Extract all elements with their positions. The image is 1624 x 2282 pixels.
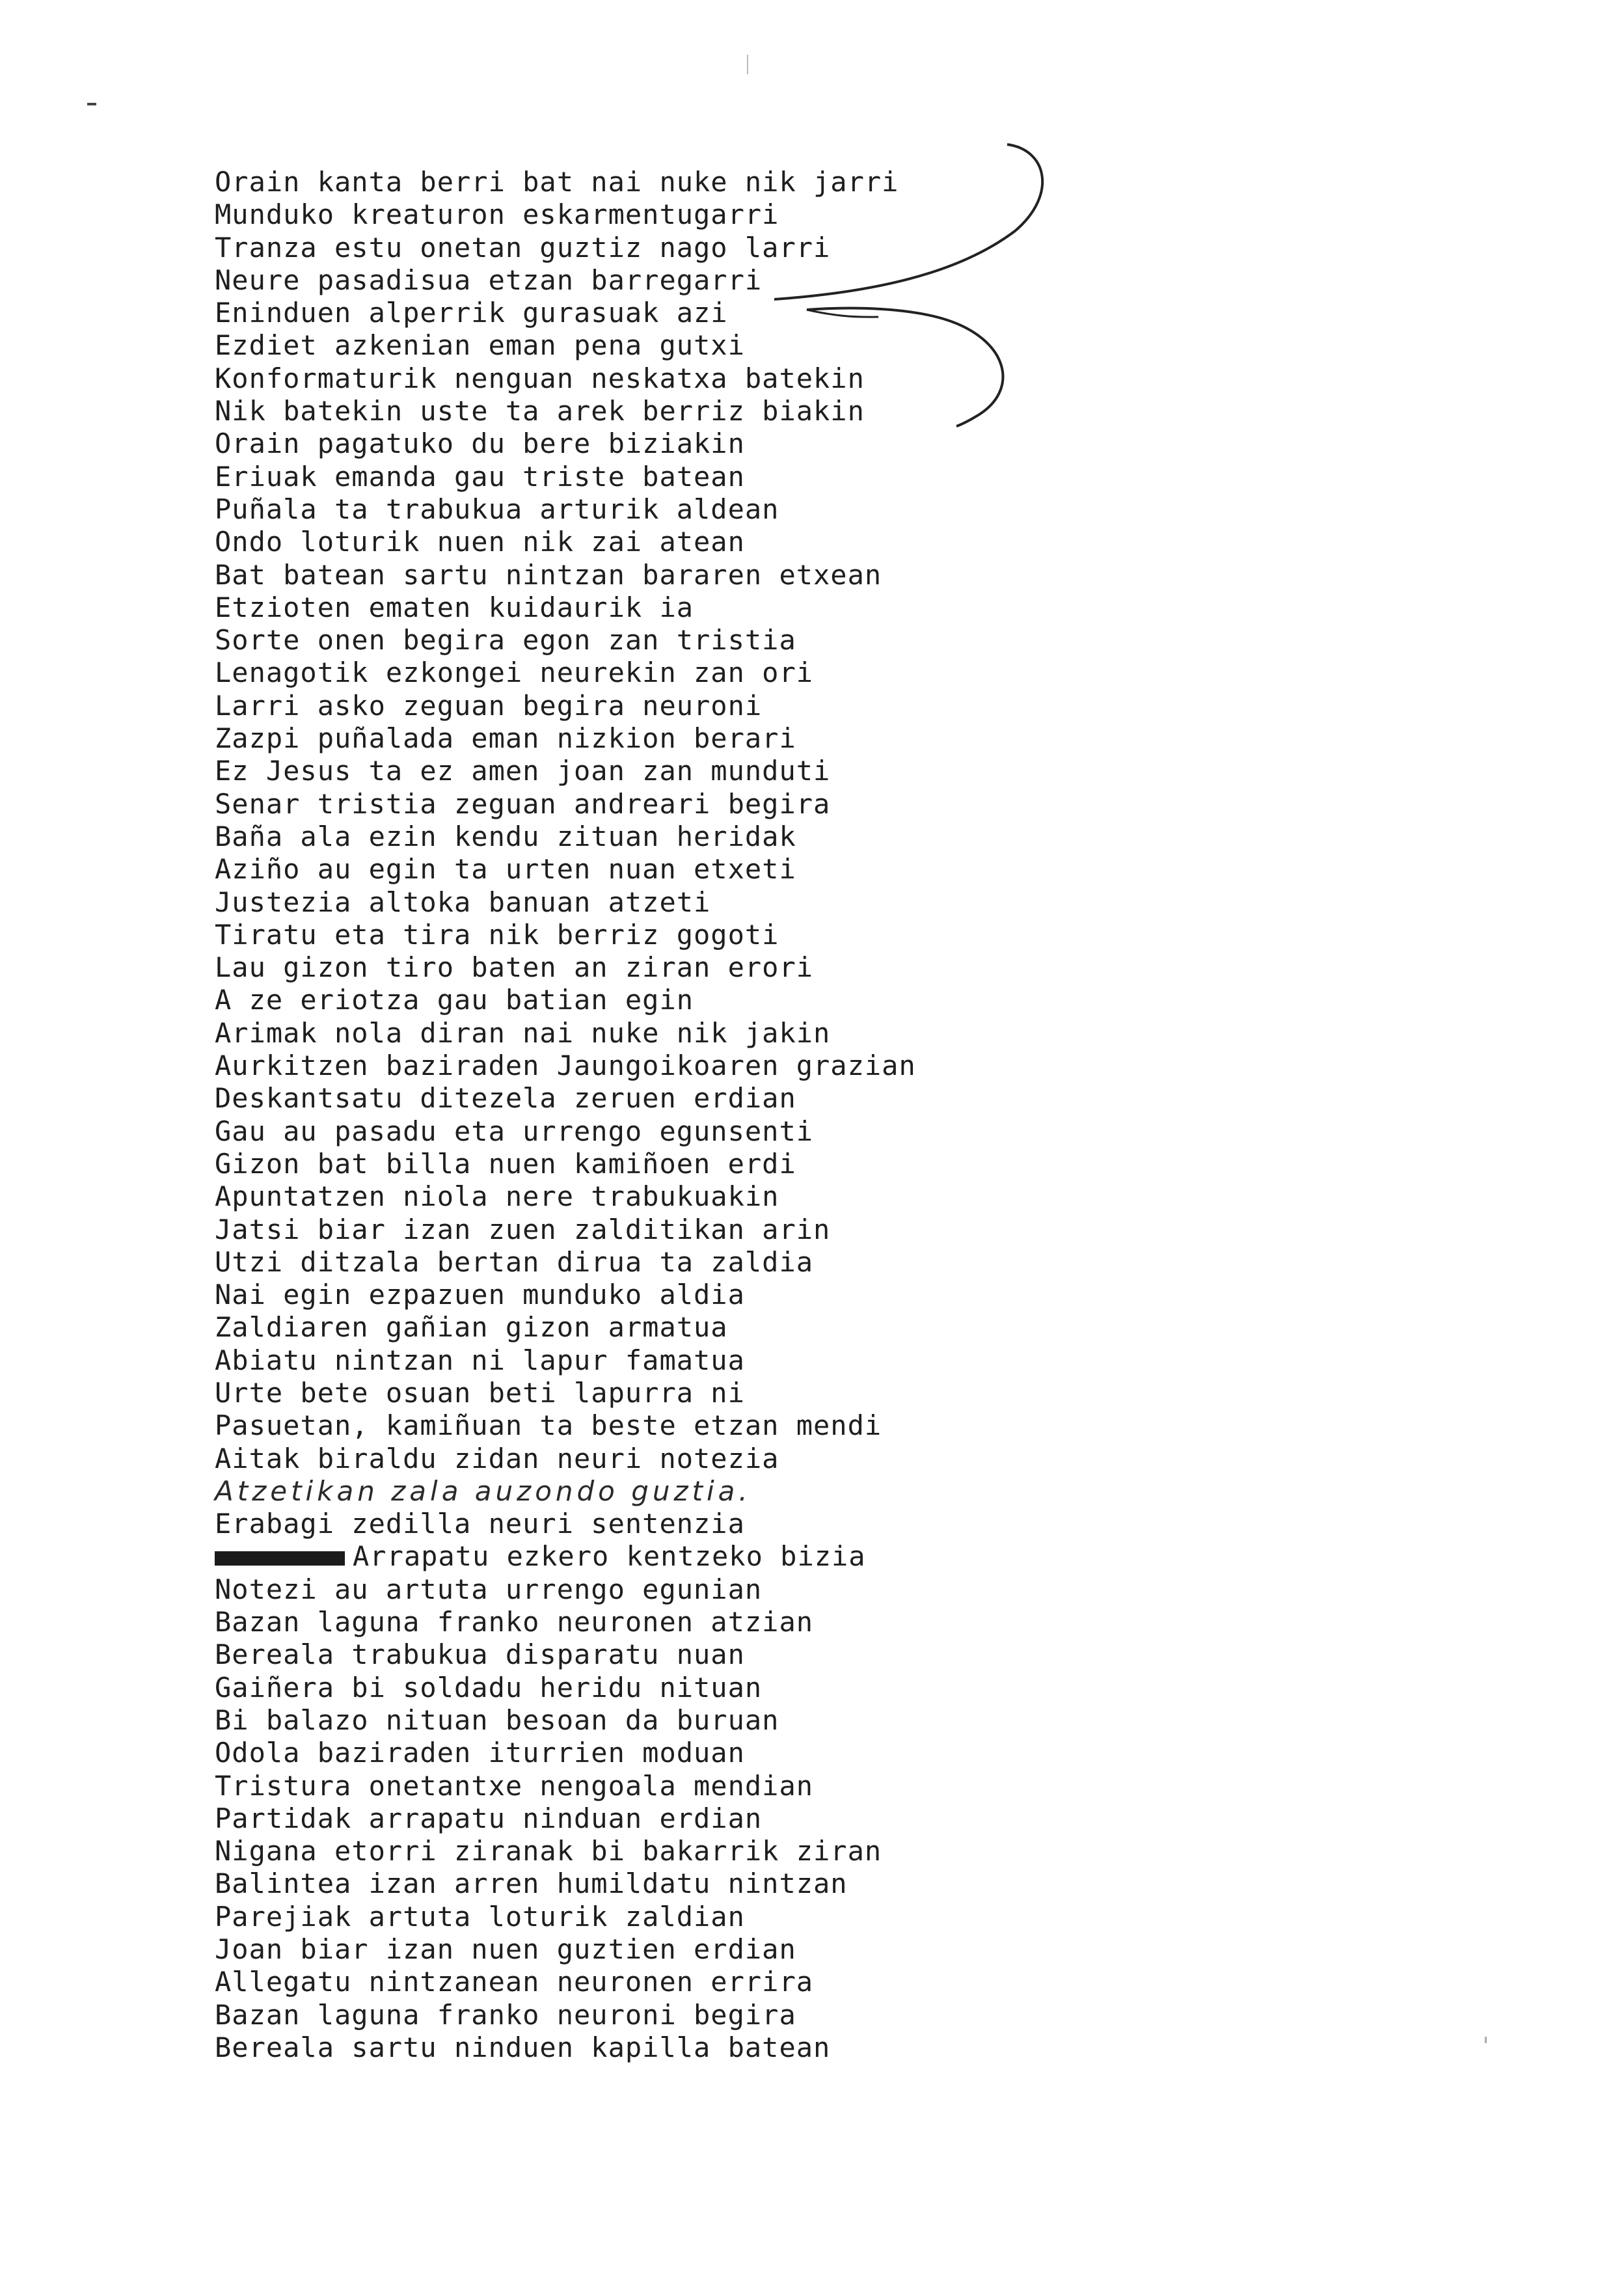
verse-line: Aitak biraldu zidan neuri notezia (215, 1442, 779, 1474)
verse-line: Gaiñera bi soldadu heridu nituan (215, 1671, 763, 1704)
stray-dot-mark (1485, 2037, 1487, 2043)
verse-line: Nik batekin uste ta arek berriz biakin (215, 395, 865, 428)
verse-line: Bat batean sartu nintzan bararen etxean (215, 558, 882, 591)
verse-text-block (215, 166, 1256, 2064)
faint-mark (747, 55, 748, 74)
verse-line: Parejiak artuta loturik zaldian (215, 1900, 745, 1933)
verse-line: Bazan laguna franko neuroni begira (215, 1998, 796, 2031)
verse-line: Ezdiet azkenian eman pena gutxi (215, 329, 745, 362)
verse-line: Nigana etorri ziranak bi bakarrik ziran (215, 1835, 882, 1868)
verse-line: Jatsi biar izan zuen zalditikan arin (215, 1213, 831, 1245)
verse-line: Baña ala ezin kendu zituan heridak (215, 820, 796, 852)
verse-line: Joan biar izan nuen guztien erdian (215, 1933, 796, 1966)
verse-line: Zaldiaren gañian gizon armatua (215, 1311, 728, 1344)
verse-line: Pasuetan, kamiñuan ta beste etzan mendi (215, 1409, 882, 1442)
verse-line: Tiratu eta tira nik berriz gogoti (215, 918, 779, 951)
verse-line: Gizon bat billa nuen kamiñoen erdi (215, 1147, 796, 1180)
verse-line: Erabagi zedilla neuri sentenzia (215, 1508, 745, 1540)
verse-line: Urte bete osuan beti lapurra ni (215, 1376, 745, 1409)
stray-dash-mark (87, 103, 96, 105)
verse-line: Puñala ta trabukua arturik aldean (215, 493, 779, 525)
verse-line: Justezia altoka banuan atzeti (215, 886, 711, 918)
verse-line: A ze eriotza gau batian egin (215, 984, 694, 1016)
verse-line: Partidak arrapatu ninduan erdian (215, 1802, 763, 1834)
verse-line: Bi balazo nituan besoan da buruan (215, 1704, 779, 1736)
verse-line-with-strikeout (215, 1540, 1256, 1573)
verse-line: Bazan laguna franko neuronen atzian (215, 1606, 814, 1638)
verse-line: Lau gizon tiro baten an ziran erori (215, 951, 814, 984)
struck-out-word (215, 1551, 345, 1566)
verse-line: Abiatu nintzan ni lapur famatua (215, 1344, 745, 1376)
verse-line: Eninduen alperrik gurasuak azi (215, 297, 728, 329)
verse-line: Orain pagatuko du bere biziakin (215, 428, 745, 460)
verse-line: Deskantsatu ditezela zeruen erdian (215, 1082, 796, 1115)
verse-line: Gau au pasadu eta urrengo egunsenti (215, 1115, 814, 1147)
verse-line: Bereala sartu ninduen kapilla batean (215, 2031, 831, 2063)
verse-line: Aurkitzen baziraden Jaungoikoaren grazian (215, 1050, 916, 1082)
handwritten-line: Atzetikan zala auzondo guztia. (215, 1474, 751, 1507)
verse-line: Odola baziraden iturrien moduan (215, 1737, 745, 1769)
verse-line: Ez Jesus ta ez amen joan zan munduti (215, 755, 831, 787)
verse-line: Orain kanta berri bat nai nuke nik jarri (215, 166, 899, 198)
verse-line: Apuntatzen niola nere trabukuakin (215, 1180, 779, 1213)
verse-line: Notezi au artuta urrengo egunian (215, 1573, 763, 1605)
verse-line: Tristura onetantxe nengoala mendian (215, 1769, 814, 1802)
verse-line: Zazpi puñalada eman nizkion berari (215, 722, 796, 755)
verse-line: Ondo loturik nuen nik zai atean (215, 526, 745, 558)
verse-line: Lenagotik ezkongei neurekin zan ori (215, 657, 814, 689)
verse-line: Balintea izan arren humildatu nintzan (215, 1868, 848, 1900)
verse-line: Eriuak emanda gau triste batean (215, 460, 745, 493)
verse-line: Konformaturik nenguan neskatxa batekin (215, 362, 865, 394)
verse-line: Allegatu nintzanean neuronen errira (215, 1966, 814, 1998)
verse-line: Neure pasadisua etzan barregarri (215, 264, 763, 296)
verse-line: Sorte onen begira egon zan tristia (215, 624, 796, 657)
verse-line: Tranza estu onetan guztiz nago larri (215, 231, 831, 264)
verse-line-text: Arrapatu ezkero kentzeko bizia (353, 1540, 866, 1573)
verse-line: Arimak nola diran nai nuke nik jakin (215, 1016, 831, 1049)
verse-line: Larri asko zeguan begira neuroni (215, 689, 763, 722)
verse-line: Aziño au egin ta urten nuan etxeti (215, 853, 796, 886)
verse-line: Senar tristia zeguan andreari begira (215, 787, 831, 820)
verse-line: Etzioten ematen kuidaurik ia (215, 591, 694, 623)
verse-line: Munduko kreaturon eskarmentugarri (215, 198, 779, 231)
verse-line: Nai egin ezpazuen munduko aldia (215, 1279, 745, 1311)
verse-line: Bereala trabukua disparatu nuan (215, 1638, 745, 1671)
verse-line: Utzi ditzala bertan dirua ta zaldia (215, 1245, 814, 1278)
